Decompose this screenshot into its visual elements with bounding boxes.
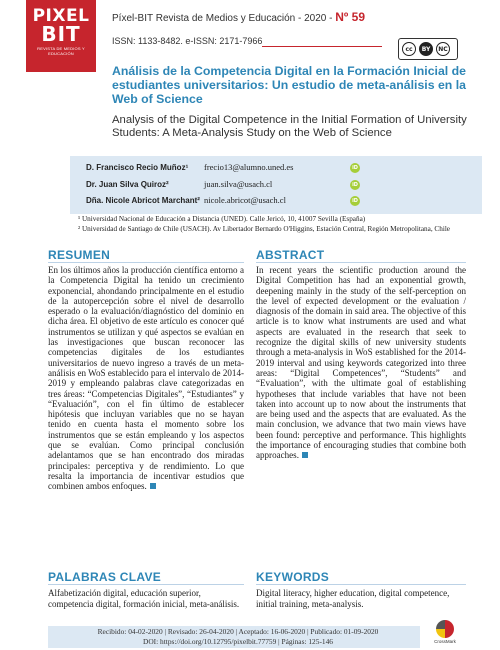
palabras-divider [48,584,244,585]
resumen-text: En los últimos años la producción científica entorno a la Competencia Digital ha tenido un crecimiento exponencial, ahondando principalmente en el estudio de la autopercepción sobre el nivel de desarrollo esperado o la evaluación/diagnóstico del dominio en dicha área. El objetivo de este artículo es conocer qué instrumentos se utilizan y qué aspectos se evalúan en las investigaciones que buscan reconocer las competencias digitales de los estudiantes universitarios de nuevo ingreso a través de un meta-análisis en WoS establecido para el intervalo de 2014-2019 y empleando palabras clave categorizadas en tres áreas: “Competencias Digitales”, “Estudiantes” y “Evaluación”, con el fin último de establecer hipótesis que incluyan variables que no se hayan tenido en cuenta hasta el momento sobre los instrumentos que se están empleando y los aspectos que se evalúan. Como principal conclusión adelantamos que se han encontrado dos miradas principales: perceptiva y de rendimiento. Lo que resalta la importancia de incentivar estudios que combinen ambos enfoques. [48,265,244,492]
journal-header [112,10,365,24]
affiliation: ² Universidad de Santiago de Chile (USACH). Av Libertador Bernardo O'Higgins, Estación Central, Región Metropolitana, Chile [78,225,451,233]
logo-line-1: PIXEL [32,6,90,26]
logo-line-3: REVISTA DE MEDIOS Y EDUCACIÓN [37,46,85,56]
end-marker [302,452,308,458]
resumen-body [48,265,244,492]
author-email[interactable]: frecio13@alumno.uned.es [204,162,294,172]
cc-license-badge[interactable] [398,38,458,60]
keywords-divider [256,584,466,585]
crossmark-icon [436,620,454,638]
author-email[interactable]: juan.silva@usach.cl [204,179,273,189]
abstract-body [256,265,466,461]
journal-name: Píxel-BIT Revista de Medios y Educación [112,13,296,24]
author-email[interactable]: nicole.abricot@usach.cl [204,195,286,205]
palabras-heading: PALABRAS CLAVE [48,570,162,584]
end-marker [150,483,156,489]
issn: ISSN: 1133-8482. e-ISSN: 2171-7966 [112,36,263,46]
abstract-heading: ABSTRACT [256,248,325,262]
doi-pages[interactable]: DOI: https://doi.org/10.12795/pixelbit.77759 | Páginas: 125-146 [142,637,333,646]
logo-line-2: BIT [41,22,81,46]
resumen-heading: RESUMEN [48,248,111,262]
publication-dates: Recibido: 04-02-2020 | Revisado: 26-04-2020 | Aceptado: 16-06-2020 | Publicado: 01-09-2020 [97,627,379,636]
orcid-icon[interactable]: iD [350,196,360,206]
orcid-icon[interactable]: iD [350,163,360,173]
affiliation: ¹ Universidad Nacional de Educación a Distancia (UNED). Calle Jericó, 10, 41007 Sevilla (España) [78,215,366,223]
abstract-text: In recent years the scientific production around the Digital Competition has had an exponential growth, deepening mainly in the study of the self-perception on the level of expected development or the evaluation / diagnosis of the domain in said area. The objective of this article is to know what instruments are used and what aspects are evaluated in the research that seek to recognize the digital skills of new university students through a meta-analysis in WoS established for the 2014-2019 interval and using keywords categorized into three areas: “Digital Competences”, “Students” and “Evaluation”, with the ultimate goal of establishing hypotheses that include variables that have not been taken into account up to now about the instruments that are being used and the aspects that are evaluated. As the main conclusion, we advance that two main views have been found: perceptive and performance. This highlights the importance of encouraging studies that combine both approaches. [256,265,466,461]
author-name: Dña. Nicole Abricot Marchant² [86,196,200,205]
author-name: D. Francisco Recio Muñoz¹ [86,163,189,172]
title-spanish: Análisis de la Competencia Digital en la Formación Inicial de estudiantes universitarios: Un estudio de meta-análisis en la Web of Science [112,64,466,106]
crossmark-label: CrossMark [434,639,456,644]
abstract-divider [256,262,466,263]
crossmark-badge[interactable] [432,620,458,650]
palabras-text: Alfabetización digital, educación superior, competencia digital, formación inicial, meta-análisis. [48,588,240,609]
cc-icon: cc [402,42,416,56]
nc-icon: NC [436,42,450,56]
resumen-divider [48,262,244,263]
issn-divider [262,46,382,47]
keywords-heading: KEYWORDS [256,570,330,584]
orcid-icon[interactable]: iD [350,180,360,190]
by-icon: BY [419,42,433,56]
journal-number: Nº 59 [335,10,365,24]
journal-year: - 2020 - [295,13,336,24]
journal-logo [26,0,96,72]
title-english: Analysis of the Digital Competence in the Initial Formation of University Students: A Meta-Analysis Study on the Web of Science [112,114,467,139]
author-name: Dr. Juan Silva Quiroz² [86,180,169,189]
keywords-text: Digital literacy, higher education, digital competence, initial training, meta-analysis. [256,588,450,609]
